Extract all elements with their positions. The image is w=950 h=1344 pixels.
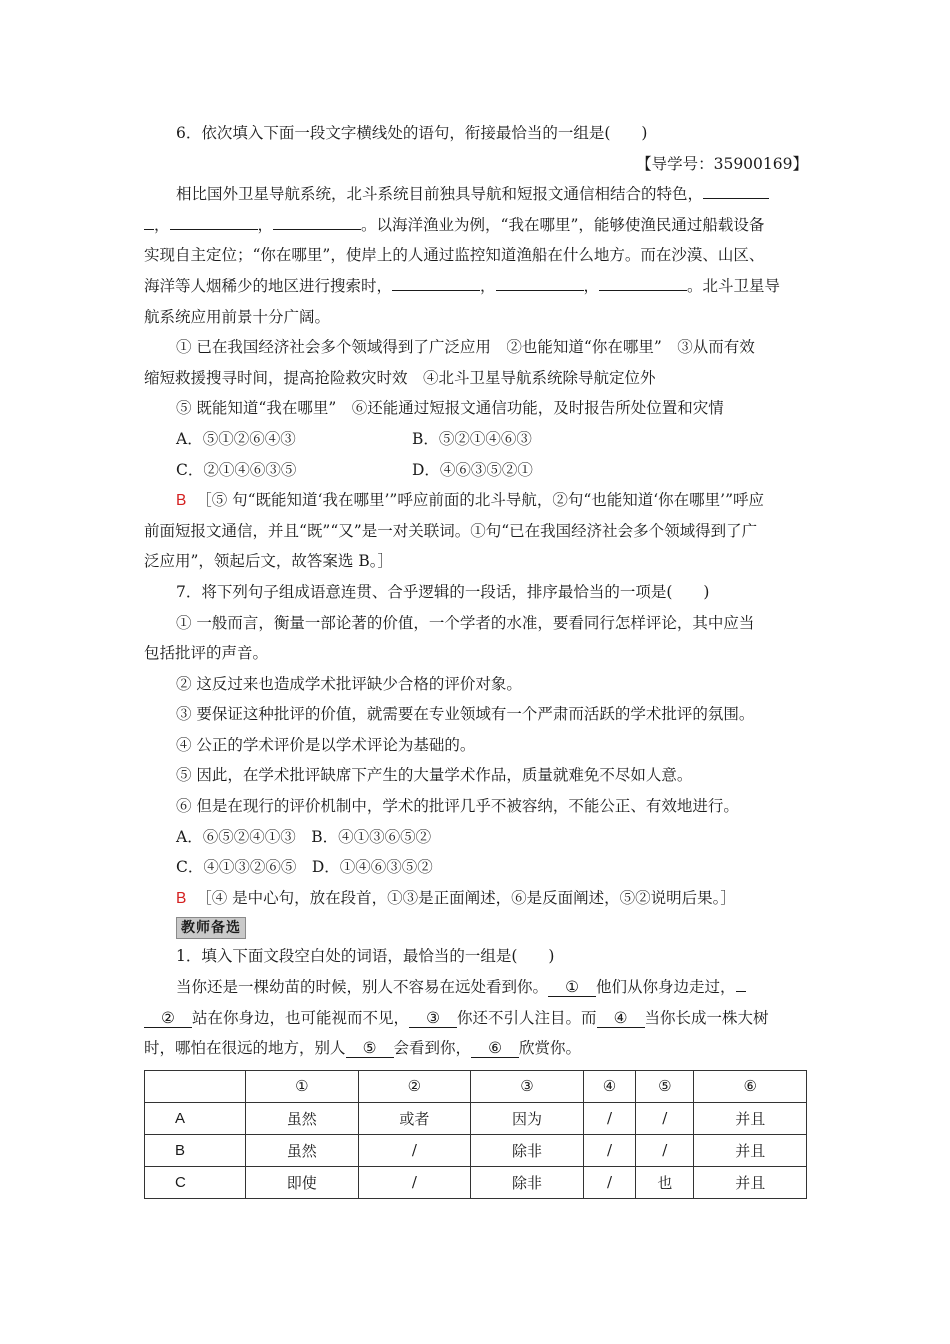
passage-text: 当你还是一棵幼苗的时候，别人不容易在远处看到你。 — [176, 978, 549, 997]
q6-passage-text: 海洋等人烟稀少的地区进行搜索时， — [144, 276, 393, 295]
blank-line — [496, 272, 584, 291]
table-cell: / — [636, 1134, 694, 1166]
q7-explanation — [144, 883, 808, 914]
passage-text: 时，哪怕在很远的地方，别人 — [144, 1039, 346, 1058]
blank-line — [736, 973, 746, 992]
q6-passage-line: 实现自主定位；“你在哪里”，使岸上的人通过监控知道渔船在什么地方。而在沙漠、山区、 — [144, 246, 765, 265]
table-cell: 除非 — [471, 1134, 584, 1166]
q6-passage-line — [144, 210, 808, 241]
q7-sentence: ④ 公正的学术评价是以学术评论为基础的。 — [176, 735, 476, 754]
table-cell: 虽然 — [246, 1102, 359, 1134]
answer-letter: B — [176, 889, 187, 907]
blank-line — [273, 211, 361, 230]
comma: ， — [583, 276, 600, 295]
table-header-cell: ① — [246, 1070, 359, 1102]
table-cell: 或者 — [358, 1102, 471, 1134]
q6-option-line: ⑤ 既能知道“我在哪里” ⑥还能通过短报文通信功能，及时报告所处位置和灾情 — [176, 399, 724, 418]
q6-option-line: ① 已在我国经济社会多个领域得到了广泛应用 ②也能知道“你在哪里” ③从而有效 — [176, 338, 755, 357]
answer-table — [144, 1070, 807, 1199]
q6-option-line: 缩短救援搜寻时间，提高抢险救灾时效 ④北斗卫星导航系统除导航定位外 — [144, 368, 656, 387]
teacher-label: 教师备选 — [176, 917, 246, 939]
explanation-text: ［⑤ 句“既能知道‘我在哪里’”呼应前面的北斗导航，②句“也能知道‘你在哪里’”呼应 — [196, 491, 765, 510]
table-header-cell — [145, 1070, 246, 1102]
table-cell: A — [145, 1102, 246, 1134]
table-header-row — [145, 1070, 807, 1102]
table-header-cell: ⑤ — [636, 1070, 694, 1102]
table-header-cell: ② — [358, 1070, 471, 1102]
passage-text: 你还不引人注目。而 — [457, 1008, 597, 1027]
passage-text: 会看到你， — [393, 1039, 472, 1058]
q6-passage-text: 。以海洋渔业为例，“我在哪里”，能够使渔民通过船载设备 — [361, 215, 765, 234]
passage-text: 他们从你身边走过， — [596, 978, 736, 997]
q7-sentence: ③ 要保证这种批评的价值，就需要在专业领域有一个严肃而活跃的学术批评的氛围。 — [176, 705, 755, 724]
q6-passage-text: 相比国外卫星导航系统，北斗系统目前独具导航和短报文通信相结合的特色， — [176, 185, 704, 204]
table-cell: 因为 — [471, 1102, 584, 1134]
table-header-cell: ③ — [471, 1070, 584, 1102]
blank-line — [392, 272, 480, 291]
table-cell: / — [583, 1166, 635, 1198]
table-cell: / — [583, 1134, 635, 1166]
comma: ， — [480, 276, 496, 295]
table-cell: 并且 — [694, 1102, 807, 1134]
table-cell: B — [145, 1134, 246, 1166]
q6-passage-line — [144, 179, 808, 210]
choice-b: B．⑤②①④⑥③ — [412, 429, 532, 448]
blank-line — [599, 272, 687, 291]
q6-stem: 6．依次填入下面一段文字横线处的语句，衔接最恰当的一组是( ) — [176, 124, 648, 142]
passage-text: 当你长成一株大树 — [644, 1008, 769, 1027]
document-page — [144, 118, 808, 1199]
table-cell: 虽然 — [246, 1134, 359, 1166]
table-cell: / — [358, 1166, 471, 1198]
q7-stem: 7．将下列句子组成语意连贯、合乎逻辑的一段话，排序最恰当的一项是( ) — [176, 582, 710, 601]
q6-explanation: 泛应用”，领起后文，故答案选 B。］ — [144, 552, 393, 571]
table-row — [145, 1134, 807, 1166]
q6-explanation — [144, 485, 808, 516]
q7-sentence: ① 一般而言，衡量一部论著的价值，一个学者的水准，要看同行怎样评论，其中应当 — [176, 613, 755, 632]
choice-c: C．②①④⑥③⑤ — [176, 460, 297, 479]
table-cell: / — [358, 1134, 471, 1166]
table-cell: 并且 — [694, 1134, 807, 1166]
teacher-passage-line — [144, 1033, 808, 1064]
comma: ， — [154, 215, 170, 234]
q6-choices — [144, 424, 808, 455]
table-cell: / — [636, 1102, 694, 1134]
table-row — [145, 1102, 807, 1134]
teacher-q1-stem: 1．填入下面文段空白处的词语，最恰当的一组是( ) — [176, 947, 555, 966]
blank-marker: ① — [548, 978, 596, 997]
table-row — [145, 1166, 807, 1198]
guide-number: 【导学号：35900169】 — [636, 154, 808, 173]
blank-marker: ⑥ — [471, 1039, 519, 1058]
blank-line — [170, 211, 258, 230]
table-cell: 也 — [636, 1166, 694, 1198]
explanation-text: ［④ 是中心句，放在段首，①③是正面阐述，⑥是反面阐述，⑤②说明后果。］ — [196, 888, 736, 907]
answer-letter: B — [176, 492, 187, 510]
table-cell: 除非 — [471, 1166, 584, 1198]
q7-choices: C．④①③②⑥⑤ D．①④⑥③⑤② — [176, 858, 433, 877]
choice-a: A．⑤①②⑥④③ — [176, 429, 296, 448]
teacher-section-header — [144, 913, 808, 941]
blank-line — [144, 211, 154, 230]
teacher-passage-line — [144, 1003, 808, 1034]
passage-text: 欣赏你。 — [519, 1039, 582, 1058]
teacher-passage-line — [144, 972, 808, 1003]
blank-marker: ② — [144, 1009, 192, 1028]
table-cell: C — [145, 1166, 246, 1198]
q7-sentence: 包括批评的声音。 — [144, 644, 269, 663]
q6-passage-text: 。北斗卫星导 — [687, 276, 781, 295]
q6-choices — [144, 455, 808, 486]
choice-d: D．④⑥③⑤②① — [412, 460, 533, 479]
table-cell: / — [583, 1102, 635, 1134]
table-header-cell: ④ — [583, 1070, 635, 1102]
table-cell: 即使 — [246, 1166, 359, 1198]
blank-line — [703, 180, 769, 199]
blank-marker: ③ — [409, 1009, 457, 1028]
q6-passage-line — [144, 271, 808, 302]
q6-passage-line: 航系统应用前景十分广阔。 — [144, 307, 331, 326]
table-cell: 并且 — [694, 1166, 807, 1198]
q6-explanation: 前面短报文通信，并且“既”“又”是一对关联词。①句“已在我国经济社会多个领域得到了广 — [144, 521, 758, 540]
q7-choices: A．⑥⑤②④①③ B．④①③⑥⑤② — [176, 827, 432, 846]
table-header-cell: ⑥ — [694, 1070, 807, 1102]
q7-sentence: ⑥ 但是在现行的评价机制中，学术的批评几乎不被容纳，不能公正、有效地进行。 — [176, 797, 739, 816]
blank-marker: ④ — [597, 1009, 645, 1028]
q7-sentence: ② 这反过来也造成学术批评缺少合格的评价对象。 — [176, 674, 522, 693]
comma: ， — [257, 215, 274, 234]
blank-marker: ⑤ — [346, 1039, 394, 1058]
q7-sentence: ⑤ 因此，在学术批评缺席下产生的大量学术作品，质量就难免不尽如人意。 — [176, 766, 693, 785]
passage-text: 站在你身边，也可能视而不见， — [192, 1008, 410, 1027]
